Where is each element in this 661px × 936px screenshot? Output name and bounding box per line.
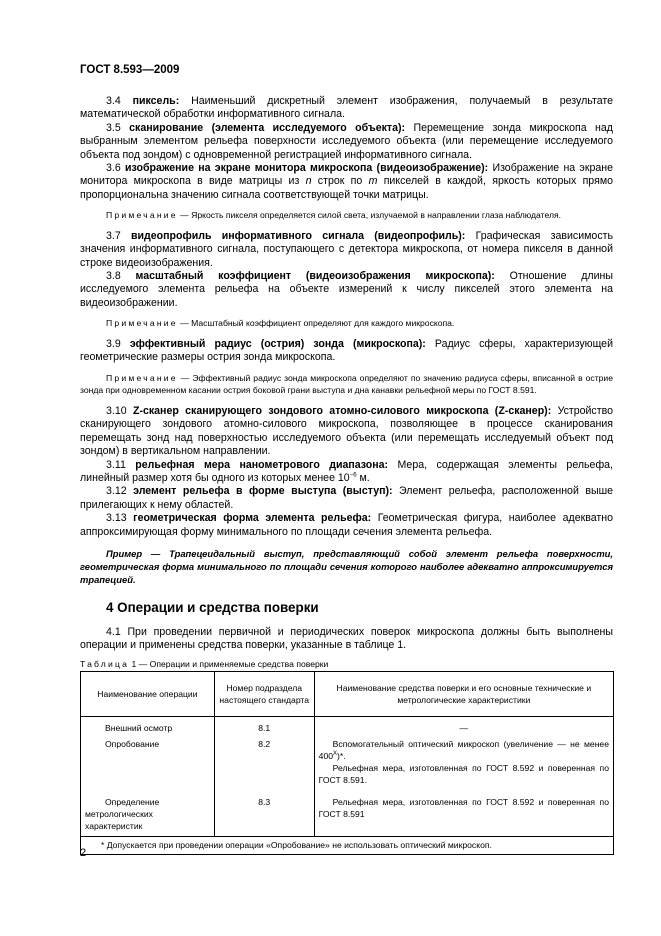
document-body <box>80 95 613 855</box>
paragraph-4-1: 4.1 При проведении первичной и периодических поверок микроскопа должны быть выполнены операции и применены средства поверки, указанные в таблице 1. <box>80 625 613 652</box>
clause-number: 3.6 <box>106 162 121 175</box>
section-heading: 4 Операции и средства поверки <box>106 599 319 615</box>
definition-3-11 <box>80 459 613 486</box>
means-text: Вспомогательный оптический микроскоп (увеличение — не менее 400 <box>318 738 609 761</box>
term: видеопрофиль информативного сигнала (видеопрофиль): <box>131 229 466 242</box>
table-row <box>81 788 614 837</box>
term: изображение на экране монитора микроскопа (видеоизображение): <box>125 162 489 175</box>
definition-3-4 <box>80 95 613 122</box>
section-number: 8.2 <box>214 736 314 788</box>
means-text: )*. <box>337 750 346 761</box>
page-number: 2 <box>80 847 87 859</box>
table-header-row <box>81 671 614 716</box>
definition-text: Мера, содержащая элементы рельефа, линейный размер хотя бы одного из которых менее 10 <box>80 458 614 484</box>
definition-3-5 <box>80 122 613 162</box>
means-line: Рельефная мера, изготовленная по ГОСТ 8.592 и поверенная по ГОСТ 8.591. <box>318 762 609 785</box>
definition-text: Элемент рельефа, расположенной выше прилегающих к нему областей. <box>80 485 613 511</box>
term: рельефная мера нанометрового диапазона: <box>135 458 389 471</box>
table-footnote-row <box>81 836 614 854</box>
definition-text: Геометрическая фигура, наиболее адекватно аппроксимирующая форму минимального по площади сечения элемента рельефа. <box>80 512 613 538</box>
note-1 <box>80 209 613 222</box>
term: сканирование (элемента исследуемого объекта): <box>129 121 406 134</box>
definition-text: Устройство сканирующего зондового атомно-силового микроскопа, позволяющее в процессе сканирования перемещать зонд над поверхностью исследуемого объекта (или перемещать исследуемый объект под зондом) в вертикальном направлении. <box>80 404 613 458</box>
section-number: 8.3 <box>214 788 314 837</box>
term: масштабный коэффициент (видеоизображения микроскопа): <box>135 270 495 283</box>
verification-means <box>314 788 613 837</box>
definition-text: Отношение длины исследуемого элемента рельефа на объекте измерений к числу пикселей этого элемента на видеоизображении. <box>80 270 613 309</box>
exponent: −6 <box>349 472 357 479</box>
term: пиксель: <box>132 95 180 107</box>
operations-table <box>80 671 614 855</box>
clause-number: 3.9 <box>106 337 121 350</box>
term: геометрическая форма элемента рельефа: <box>133 512 372 525</box>
term: эффективный радиус (острия) зонда (микроскопа): <box>129 337 426 350</box>
note-text: — Масштабный коэффициент определяют для каждого микроскопа. <box>177 318 455 329</box>
definition-3-12 <box>80 485 613 512</box>
definition-text: м. <box>356 471 370 484</box>
operation-name: Внешний осмотр <box>81 716 215 736</box>
definition-3-13 <box>80 512 613 539</box>
definition-3-9 <box>80 338 613 365</box>
table-caption-text: 1 — Операции и применяемые средства поверки <box>129 658 329 669</box>
clause-number: 3.13 <box>106 512 127 525</box>
table-caption-label: Таблица <box>80 658 130 669</box>
definition-text: строк по <box>311 175 369 188</box>
table-row <box>81 736 614 788</box>
means-line: Рельефная мера, изготовленная по ГОСТ 8.592 и поверенная по ГОСТ 8.591 <box>318 796 609 819</box>
definition-text: пикселей в каждой, яркость которых прямо пропорциональна значению сигнала соответствующей точки матрицы. <box>80 175 613 201</box>
note-text: — Эффективный радиус зонда микроскопа определяют по значению радиуса сферы, вписанной в острие зонда при одновременном касании острия боковой грани выступа и дна канавки рельефной меры по ГОСТ 8.591. <box>80 372 613 396</box>
variable-n: n <box>305 175 312 188</box>
clause-number: 3.7 <box>106 229 121 242</box>
table-footnote: * Допускается при проведении операции «Опробование» не использовать оптический микроскоп. <box>81 836 614 854</box>
verification-means: — <box>314 716 613 736</box>
definition-text: Графическая зависимость значения информативного сигнала, поступающего с детектора микроскопа, от номера пикселя в данной строке видеоизображения. <box>80 229 613 269</box>
definition-3-6 <box>80 162 613 202</box>
document-header: ГОСТ 8.593—2009 <box>80 64 180 76</box>
definition-text: Перемещение зонда микроскопа над выбранным элементом рельефа поверхности исследуемого объекта (или перемещение исследуемого объекта под зондом) с одновременной регистрацией информативного сигнала. <box>80 121 613 161</box>
definition-text: Изображение на экране монитора микроскопа в виде матрицы из <box>80 162 614 188</box>
header-section-number: Номер подраздела настоящего стандарта <box>214 671 314 716</box>
table-caption <box>80 659 613 669</box>
note-label: Примечание <box>106 372 178 383</box>
verification-means <box>314 736 613 788</box>
definition-3-10 <box>80 405 613 459</box>
operation-name: Определение метрологических характеристик <box>81 788 215 837</box>
clause-number: 3.10 <box>106 404 127 417</box>
section-number: 8.1 <box>214 716 314 736</box>
clause-number: 3.12 <box>106 485 127 498</box>
header-operation: Наименование операции <box>81 671 215 716</box>
header-verification-means: Наименование средства поверки и его основные технические и метрологические характеристики <box>314 671 613 716</box>
means-line <box>319 738 609 762</box>
term: Z-сканер сканирующего зондового атомно-силового микроскопа (Z-сканер): <box>132 404 552 417</box>
definition-text: Наименьший дискретный элемент изображения, получаемый в результате математической обработки информативного сигнала. <box>80 95 613 121</box>
definition-3-7 <box>80 230 613 270</box>
example-note: Пример — Трапецеидальный выступ, представляющий собой элемент рельефа поверхности, геометрическая форма минимального по площади сечения которого наиболее адекватно аппроксимируется трапецией. <box>80 547 613 585</box>
clause-number: 3.8 <box>106 270 121 283</box>
definition-3-8 <box>80 270 613 310</box>
variable-m: m <box>368 175 378 188</box>
magnification-mark: X <box>333 750 338 757</box>
note-label: Примечание <box>106 210 178 221</box>
note-label: Примечание <box>106 318 178 329</box>
definition-text: Радиус сферы, характеризующей геометрические размеры острия зонда микроскопа. <box>80 337 613 364</box>
table-row <box>81 716 614 736</box>
clause-number: 3.5 <box>106 121 121 134</box>
note-3 <box>80 372 613 397</box>
clause-number: 3.4 <box>106 95 121 107</box>
term: элемент рельефа в форме выступа (выступ): <box>133 485 393 498</box>
note-text: — Яркость пикселя определяется силой света, излучаемой в направлении глаза наблюдателя. <box>177 210 562 221</box>
note-2 <box>80 317 613 330</box>
clause-number: 3.11 <box>106 458 126 471</box>
operation-name: Опробование <box>81 736 215 788</box>
